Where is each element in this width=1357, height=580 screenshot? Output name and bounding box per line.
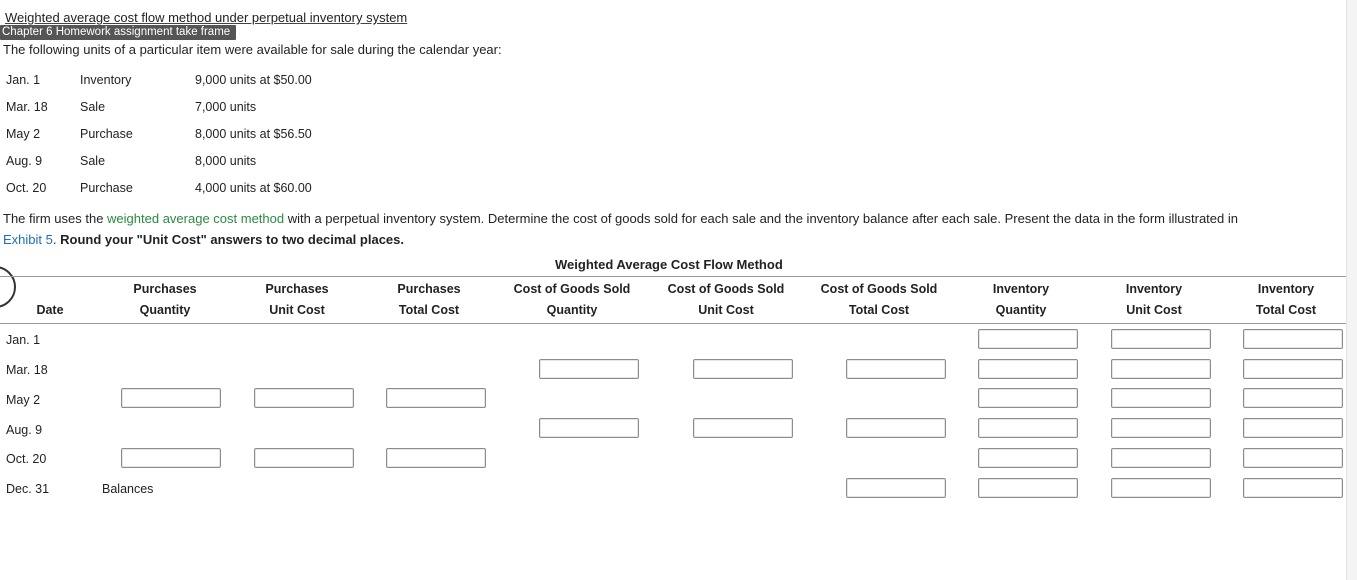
exhibit-link[interactable]: Exhibit 5 (3, 232, 53, 247)
column-header-bottom: Unit Cost (269, 303, 325, 317)
column-header-bottom: Unit Cost (1126, 303, 1182, 317)
transaction-detail: 4,000 units at $60.00 (195, 181, 312, 195)
aug9-cogs-quantity-input[interactable] (539, 418, 639, 438)
instructions-text: . (52, 232, 61, 247)
instructions-text: with a perpetual inventory system. Determine the cost of goods sold for each sale and the inventory balance after each sale. Present the data in the form illustrated in (284, 211, 1238, 226)
column-header-top: Inventory (1125, 282, 1183, 296)
column-header-bottom: Total Cost (848, 303, 910, 317)
instructions (3, 208, 1343, 250)
may2-inventory-unit-cost-input[interactable] (1111, 388, 1211, 408)
aug9-inventory-quantity-input[interactable] (978, 418, 1078, 438)
row-date: Aug. 9 (6, 423, 43, 437)
transaction-type: Sale (80, 154, 106, 168)
balances-label: Balances (102, 482, 154, 496)
mar18-cogs-unit-cost-input[interactable] (693, 359, 793, 379)
table-top-rule (0, 276, 1346, 277)
oct20-inventory-total-cost-input[interactable] (1243, 448, 1343, 468)
column-header-bottom: Total Cost (1255, 303, 1317, 317)
column-header-top: Purchases (133, 282, 197, 296)
date-column-header: Date (36, 303, 64, 317)
weighted-average-link[interactable]: weighted average cost method (107, 211, 285, 226)
chapter-tooltip: Chapter 6 Homework assignment take frame (0, 25, 236, 40)
dec31-cogs-total-cost-input[interactable] (846, 478, 946, 498)
transaction-date: Aug. 9 (6, 154, 43, 168)
column-header-top: Inventory (992, 282, 1050, 296)
rounding-instruction: Round your "Unit Cost" answers to two decimal places. (60, 232, 404, 247)
oct20-inventory-quantity-input[interactable] (978, 448, 1078, 468)
page-scrollbar[interactable] (1346, 0, 1357, 580)
transaction-date: Mar. 18 (6, 100, 48, 114)
mar18-cogs-total-cost-input[interactable] (846, 359, 946, 379)
aug9-inventory-unit-cost-input[interactable] (1111, 418, 1211, 438)
dec31-inventory-total-cost-input[interactable] (1243, 478, 1343, 498)
column-header-top: Purchases (265, 282, 329, 296)
dec31-inventory-quantity-input[interactable] (978, 478, 1078, 498)
oct20-purchases-quantity-input[interactable] (121, 448, 221, 468)
dec31-inventory-unit-cost-input[interactable] (1111, 478, 1211, 498)
mar18-cogs-quantity-input[interactable] (539, 359, 639, 379)
transaction-type: Purchase (80, 127, 133, 141)
row-date: May 2 (6, 393, 41, 407)
may2-purchases-unit-cost-input[interactable] (254, 388, 354, 408)
oct20-purchases-total-cost-input[interactable] (386, 448, 486, 468)
mar18-inventory-unit-cost-input[interactable] (1111, 359, 1211, 379)
oct20-inventory-unit-cost-input[interactable] (1111, 448, 1211, 468)
may2-inventory-quantity-input[interactable] (978, 388, 1078, 408)
column-header-bottom: Total Cost (398, 303, 460, 317)
row-date: Mar. 18 (6, 363, 48, 377)
jan1-inventory-total-cost-input[interactable] (1243, 329, 1343, 349)
aug9-cogs-unit-cost-input[interactable] (693, 418, 793, 438)
transaction-detail: 8,000 units (195, 154, 257, 168)
transaction-detail: 8,000 units at $56.50 (195, 127, 312, 141)
transaction-type: Purchase (80, 181, 133, 195)
mar18-inventory-total-cost-input[interactable] (1243, 359, 1343, 379)
transaction-date: Oct. 20 (6, 181, 47, 195)
aug9-cogs-total-cost-input[interactable] (846, 418, 946, 438)
aug9-inventory-total-cost-input[interactable] (1243, 418, 1343, 438)
transaction-date: May 2 (6, 127, 41, 141)
column-header-bottom: Quantity (995, 303, 1047, 317)
column-header-top: Cost of Goods Sold (820, 282, 938, 296)
transaction-type: Sale (80, 100, 106, 114)
oct20-purchases-unit-cost-input[interactable] (254, 448, 354, 468)
column-header-top: Purchases (397, 282, 461, 296)
jan1-inventory-quantity-input[interactable] (978, 329, 1078, 349)
transaction-date: Jan. 1 (6, 73, 41, 87)
transaction-detail: 7,000 units (195, 100, 257, 114)
instructions-text: The firm uses the (3, 211, 108, 226)
intro-text: The following units of a particular item were available for sale during the calendar year: (3, 42, 502, 57)
timer-circle-icon (0, 266, 16, 308)
table-title: Weighted Average Cost Flow Method (555, 257, 783, 272)
row-date: Dec. 31 (6, 482, 50, 496)
mar18-inventory-quantity-input[interactable] (978, 359, 1078, 379)
jan1-inventory-unit-cost-input[interactable] (1111, 329, 1211, 349)
column-header-bottom: Quantity (139, 303, 191, 317)
transaction-type: Inventory (80, 73, 132, 87)
may2-purchases-quantity-input[interactable] (121, 388, 221, 408)
may2-inventory-total-cost-input[interactable] (1243, 388, 1343, 408)
header-bottom-rule (0, 323, 1346, 324)
page-heading: Weighted average cost flow method under perpetual inventory system (5, 10, 408, 25)
column-header-bottom: Quantity (546, 303, 598, 317)
column-header-top: Cost of Goods Sold (513, 282, 631, 296)
column-header-bottom: Unit Cost (698, 303, 754, 317)
row-date: Jan. 1 (6, 333, 41, 347)
transaction-detail: 9,000 units at $50.00 (195, 73, 312, 87)
column-header-top: Inventory (1257, 282, 1315, 296)
row-date: Oct. 20 (6, 452, 47, 466)
column-header-top: Cost of Goods Sold (667, 282, 785, 296)
may2-purchases-total-cost-input[interactable] (386, 388, 486, 408)
